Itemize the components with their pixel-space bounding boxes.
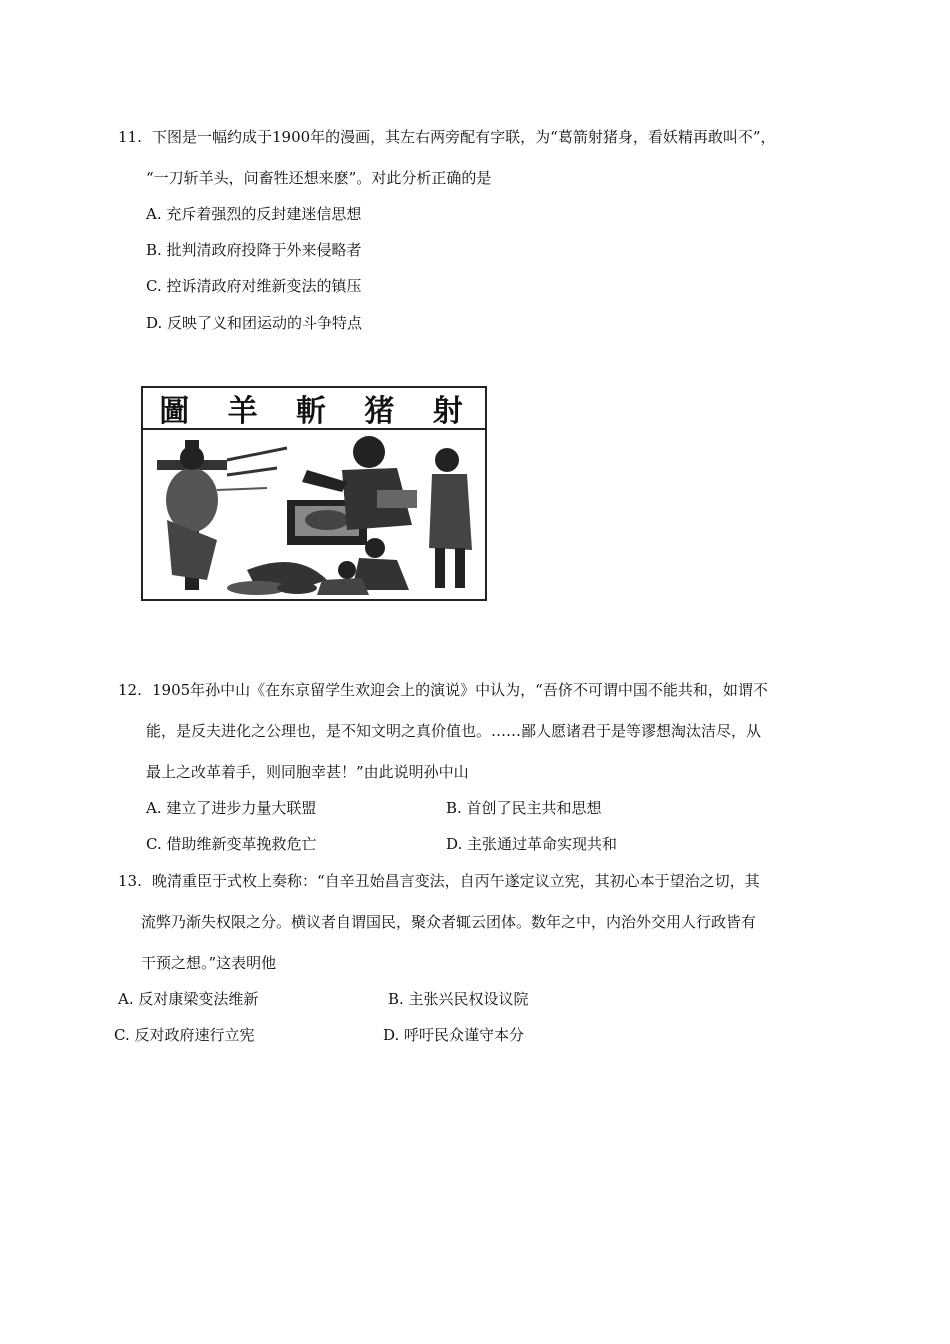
cartoon-title-char: 羊 bbox=[227, 394, 264, 429]
q13-option-a: A. 反对康梁变法维新 bbox=[118, 990, 259, 1008]
cartoon-title-char: 圖 bbox=[159, 394, 196, 429]
q13-number: 13. bbox=[118, 872, 142, 890]
q12-stem-line3: 最上之改革着手，则同胞幸甚！”由此说明孙中山 bbox=[146, 763, 469, 781]
q12-number: 12. bbox=[118, 681, 142, 699]
q11-option-c: C. 控诉清政府对维新变法的镇压 bbox=[146, 277, 362, 295]
q12-option-d: D. 主张通过革命实现共和 bbox=[446, 835, 618, 853]
q12-stem-line1: 12. 1905年孙中山《在东京留学生欢迎会上的演说》中认为，“吾侪不可谓中国不能共和，如谓不 bbox=[118, 681, 768, 699]
cartoon-title-char: 射 bbox=[432, 394, 469, 429]
q11-stem-line2: “一刀斩羊头，问畜牲还想来麽”。对此分析正确的是 bbox=[146, 169, 492, 187]
q11-number: 11. bbox=[118, 128, 142, 146]
q13-stem-line1: 13. 晚清重臣于式枚上奏称：“自辛丑始昌言变法，自丙午遂定议立宪，其初心本于望治之切，其 bbox=[118, 872, 760, 890]
cartoon-title-char: 斬 bbox=[295, 394, 332, 429]
cartoon-illustration bbox=[141, 386, 487, 601]
q11-option-b: B. 批判清政府投降于外来侵略者 bbox=[146, 241, 362, 259]
cartoon-title bbox=[143, 388, 485, 430]
q12-stem-line2: 能，是反夫进化之公理也，是不知文明之真价值也。……鄙人愿诸君于是等谬想淘汰洁尽，从 bbox=[146, 722, 762, 740]
q13-option-c: C. 反对政府速行立宪 bbox=[114, 1026, 255, 1044]
q12-option-a: A. 建立了进步力量大联盟 bbox=[146, 799, 317, 817]
q13-stem-line2: 流弊乃渐失权限之分。横议者自谓国民，聚众者辄云团体。数年之中，内治外交用人行政皆有 bbox=[141, 913, 757, 931]
q11-stem-line1: 11. 下图是一幅约成于1900年的漫画，其左右两旁配有字联，为“葛箭射猪身，看妖精再敢叫不”， bbox=[118, 128, 776, 146]
q13-stem-line3: 干预之想。”这表明他 bbox=[141, 954, 277, 972]
q12-option-c: C. 借助维新变革挽救危亡 bbox=[146, 835, 317, 853]
q13-option-d: D. 呼吁民众谨守本分 bbox=[383, 1026, 525, 1044]
q11-option-a: A. 充斥着强烈的反封建迷信思想 bbox=[146, 205, 362, 223]
q13-option-b: B. 主张兴民权设议院 bbox=[388, 990, 529, 1008]
cartoon-drawing bbox=[147, 430, 481, 595]
q12-option-b: B. 首创了民主共和思想 bbox=[446, 799, 602, 817]
q11-option-d: D. 反映了义和团运动的斗争特点 bbox=[146, 314, 363, 332]
cartoon-title-char: 猪 bbox=[364, 394, 401, 429]
